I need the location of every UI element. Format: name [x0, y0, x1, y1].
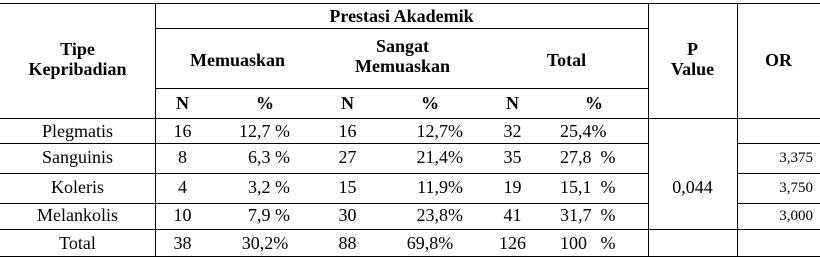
row3-m-pct: 3,2 % [248, 177, 290, 197]
rule-row3 [0, 203, 648, 204]
row4-tipe: Melankolis [37, 205, 118, 225]
total-m-pct: 30,2% [241, 233, 289, 253]
header-tipe-line1: Tipe [60, 39, 95, 59]
row4-s-n: 30 [338, 205, 357, 225]
total-tipe: Total [59, 233, 96, 253]
row3-m-n: 4 [178, 177, 187, 197]
header-pct-total: % [585, 93, 603, 113]
row1-t-n: 32 [503, 121, 522, 141]
header-tipe-line2: Kepribadian [28, 59, 127, 79]
row1-s-n: 16 [338, 121, 357, 141]
header-pct-memuaskan: % [256, 93, 274, 113]
header-p-line1: P [687, 39, 698, 59]
header-or: OR [765, 50, 792, 70]
row2-s-pct: 21,4% [416, 147, 463, 167]
row3-s-n: 15 [338, 177, 357, 197]
header-sangat-line1: Sangat [375, 36, 429, 56]
row1-m-n: 16 [173, 121, 192, 141]
row1-t-pct: 25,4% [560, 121, 607, 141]
rule-row4 [0, 229, 820, 230]
row2-t-pct: 27,8 % [560, 147, 616, 167]
header-sangat-memuaskan [320, 36, 485, 76]
row1-m-pct: 12,7 % [239, 121, 290, 141]
p-value: 0,044 [672, 177, 713, 197]
row4-t-pct: 31,7 % [560, 205, 616, 225]
rule-bottom [0, 256, 820, 257]
row2-s-n: 27 [338, 147, 357, 167]
row3-t-n: 19 [503, 177, 522, 197]
header-pct-sangat: % [421, 93, 439, 113]
row4-t-n: 41 [503, 205, 522, 225]
rule-row2 [0, 173, 648, 174]
row2-tipe: Sanguinis [41, 147, 113, 167]
header-n-total: N [506, 93, 519, 113]
row3-s-pct: 11,9% [417, 177, 463, 197]
total-s-pct: 69,8% [406, 233, 454, 253]
total-m-n: 38 [173, 233, 192, 253]
header-sangat-line2: Memuaskan [354, 56, 450, 76]
row4-s-pct: 23,8% [416, 205, 463, 225]
total-t-pct: 100 % [560, 233, 616, 253]
header-memuaskan: Memuaskan [189, 50, 285, 70]
row4-m-n: 10 [173, 205, 192, 225]
rule-row3-or [737, 203, 820, 204]
row2-or: 3,375 [779, 150, 813, 166]
header-total: Total [546, 50, 587, 70]
header-n-memuaskan: N [176, 93, 189, 113]
row1-s-pct: 12,7% [416, 121, 463, 141]
header-p-line2: Value [670, 59, 715, 79]
row2-m-pct: 6,3 % [248, 147, 290, 167]
row2-m-n: 8 [178, 147, 187, 167]
row3-t-pct: 15,1 % [560, 177, 616, 197]
row4-or: 3,000 [779, 208, 813, 224]
header-p-value [648, 39, 737, 79]
total-s-n: 88 [338, 233, 357, 253]
rule-header-bottom [0, 118, 820, 119]
row2-t-n: 35 [503, 147, 522, 167]
header-n-sangat: N [341, 93, 354, 113]
rule-under-prestasi [155, 28, 648, 29]
rule-top [0, 3, 820, 4]
header-prestasi: Prestasi Akademik [329, 6, 474, 26]
row1-tipe: Plegmatis [42, 121, 113, 141]
row4-m-pct: 7,9 % [248, 205, 290, 225]
rule-row2-or [737, 173, 820, 174]
row3-or: 3,750 [779, 180, 813, 196]
rule-row1 [0, 143, 648, 144]
rule-under-subgroup [155, 88, 648, 89]
rule-row1-or [737, 143, 820, 144]
row3-tipe: Koleris [51, 177, 104, 197]
header-tipe [0, 39, 155, 79]
total-t-n: 126 [499, 233, 526, 253]
